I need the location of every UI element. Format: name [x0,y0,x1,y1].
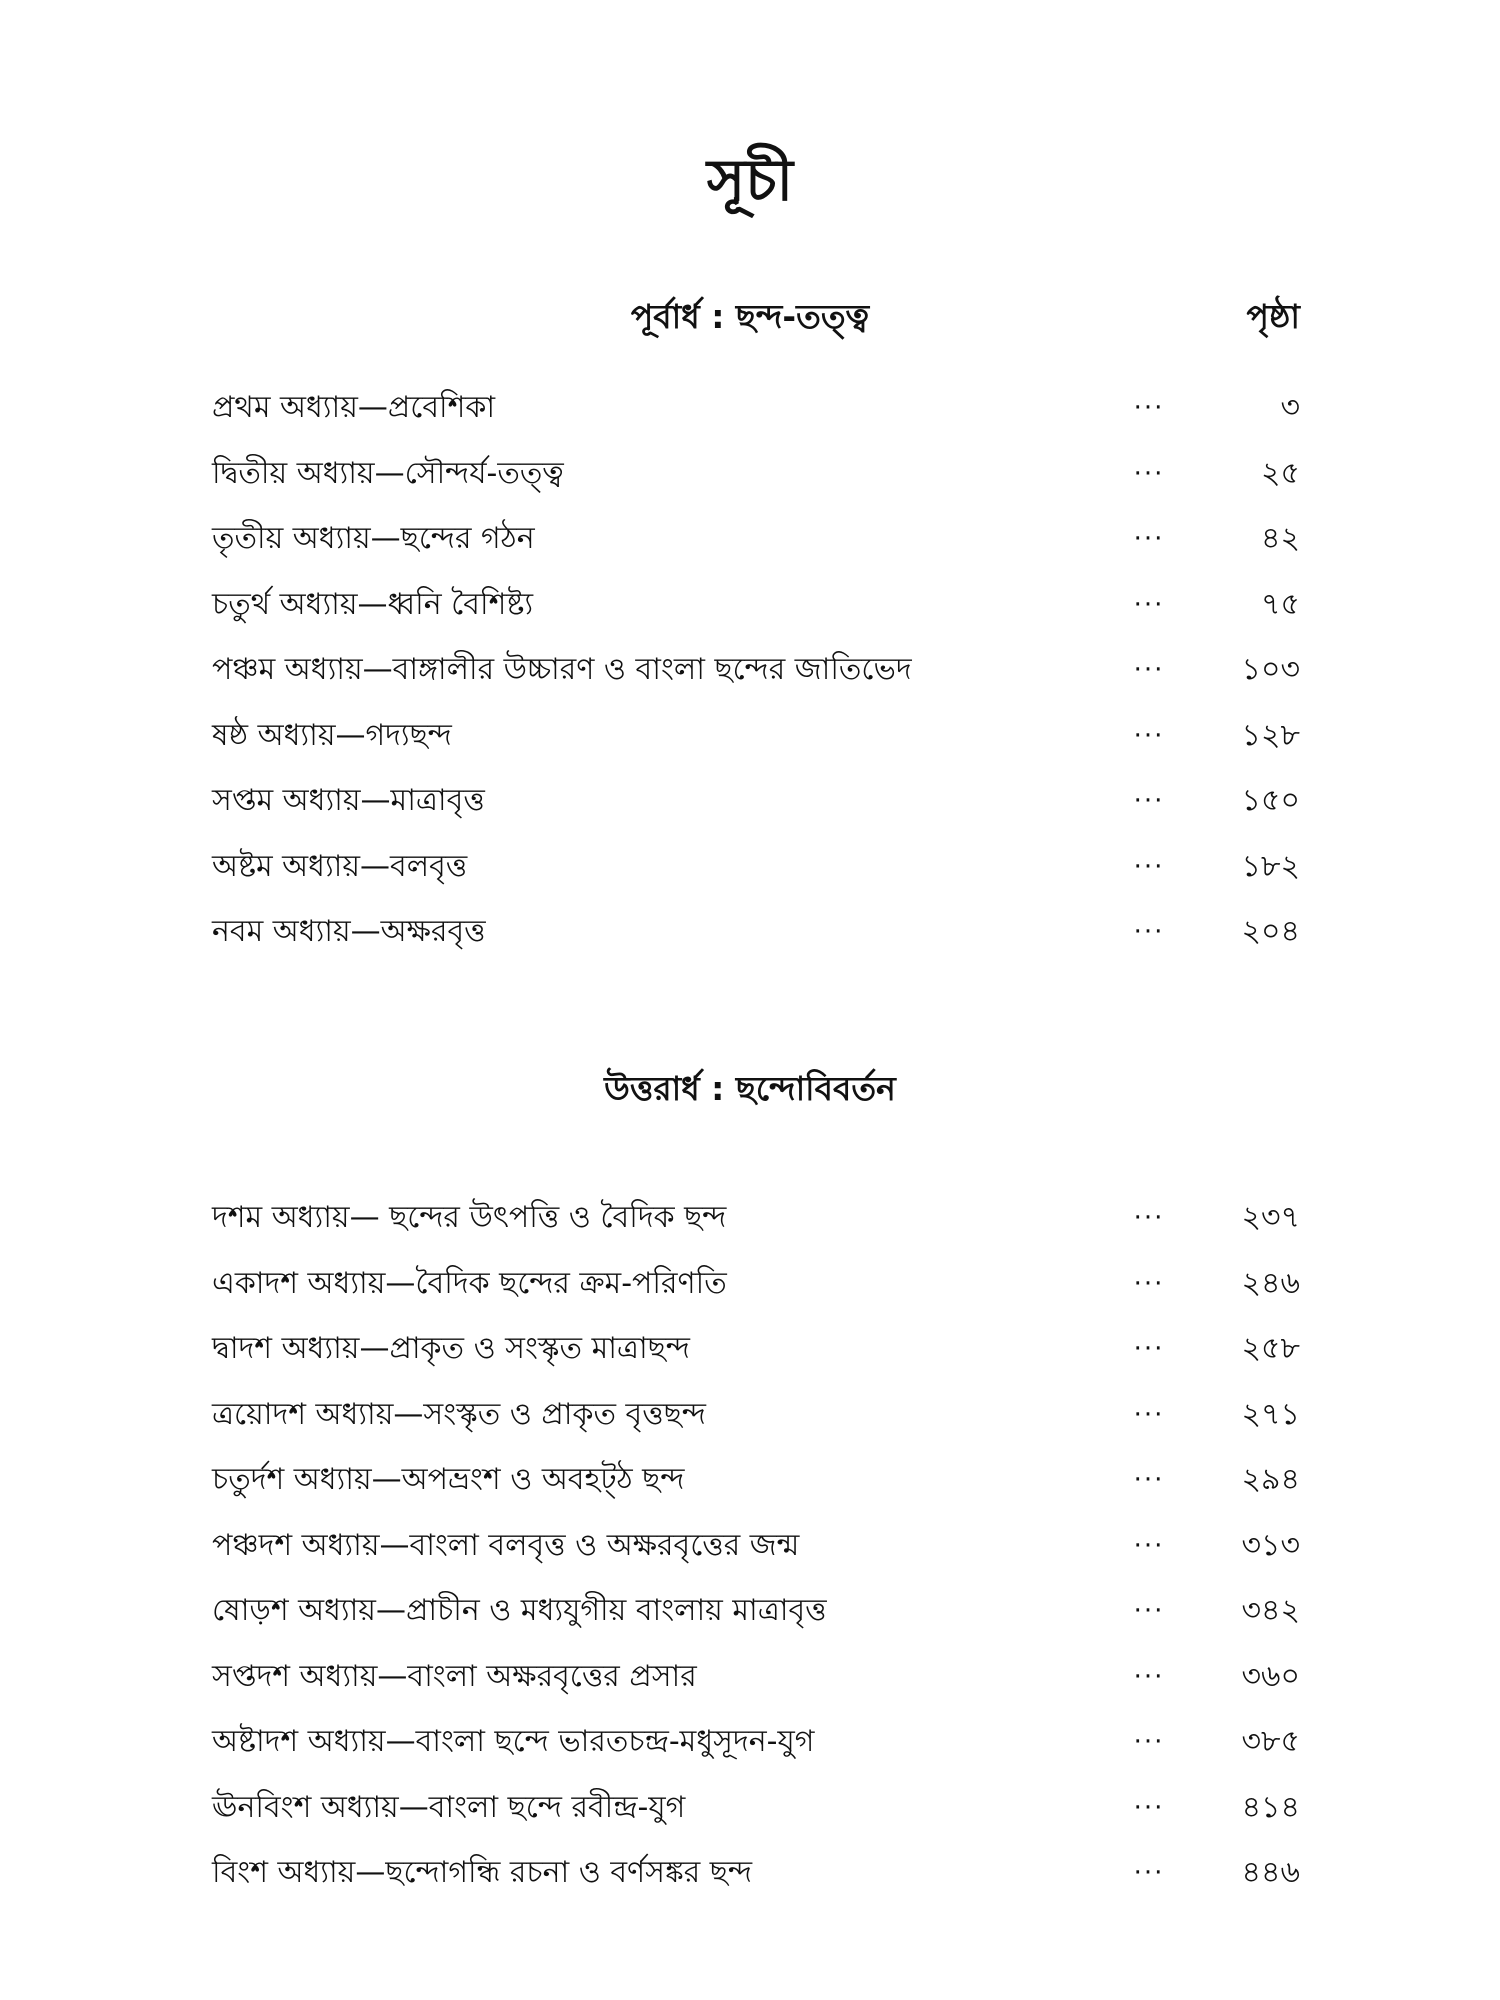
toc-entry-title: ষষ্ঠ অধ্যায়—গদ্যছন্দ [212,717,452,753]
toc-entry-leader: ··· [1133,1334,1165,1364]
toc-entry-leader: ··· [1133,917,1165,947]
toc-entry-leader: ··· [1133,1661,1165,1692]
page-title: সূচী [706,146,794,214]
toc-entry-page: ৪২ [1261,521,1300,556]
toc-entry-title: দ্বিতীয় অধ্যায়—সৌন্দর্য-তত্ত্ব [212,455,564,491]
toc-entry-page: ৭৫ [1261,586,1300,622]
toc-entry-leader: ··· [1133,524,1165,554]
toc-entry-leader: ··· [1133,1203,1165,1233]
toc-entry-leader: ··· [1133,1792,1165,1823]
toc-entry [212,1319,1300,1385]
toc-entry [212,378,1300,444]
toc-entry [212,575,1300,641]
toc-entry [212,706,1300,772]
toc-entry-page: ৩৮৫ [1241,1724,1300,1759]
toc-entry-leader: ··· [1133,851,1165,882]
toc-entry [212,1254,1300,1320]
toc-entry-title: সপ্তদশ অধ্যায়—বাংলা অক্ষরবৃত্তের প্রসার [212,1658,697,1694]
toc-entry-page: ২০৪ [1241,914,1300,949]
toc-entry-leader: ··· [1133,458,1165,489]
toc-entry-page: ৩৬০ [1241,1658,1300,1694]
toc-entry-title: ঊনবিংশ অধ্যায়—বাংলা ছন্দে রবীন্দ্র-যুগ [212,1789,686,1825]
toc-entry-page: ২৫৮ [1241,1331,1300,1366]
toc-entry-page: ১৫০ [1241,783,1300,818]
toc-entry [212,1581,1300,1647]
toc-entry-title: ত্রয়োদশ অধ্যায়—সংস্কৃত ও প্রাকৃত বৃত্তছন্দ [212,1396,706,1432]
toc-entry-title: চতুর্থ অধ্যায়—ধ্বনি বৈশিষ্ট্য [212,586,534,622]
toc-entry-title: প্রথম অধ্যায়—প্রবেশিকা [212,390,496,425]
toc-list-part2 [212,1188,1300,1909]
toc-entry-leader: ··· [1133,655,1165,685]
toc-entry-page: ৩ [1280,390,1300,425]
page-column-label: পৃষ্ঠা [1246,297,1300,336]
toc-entry [212,640,1300,706]
toc-entry-page: ১৮২ [1241,848,1300,884]
toc-entry-page: ৩১৩ [1241,1527,1300,1563]
toc-entry-title: ষোড়শ অধ্যায়—প্রাচীন ও মধ্যযুগীয় বাংলায় মাত্রাবৃত্ত [212,1593,827,1628]
toc-entry [212,1778,1300,1844]
toc-entry [212,1843,1300,1909]
toc-entry-page: ২৫ [1261,455,1300,491]
toc-entry-leader: ··· [1133,1268,1165,1299]
toc-entry [212,1450,1300,1516]
toc-entry [212,444,1300,510]
toc-entry [212,837,1300,903]
toc-entry-leader: ··· [1133,1465,1165,1495]
toc-entry [212,1188,1300,1254]
toc-entry-leader: ··· [1133,786,1165,816]
toc-entry-leader: ··· [1133,1530,1165,1561]
toc-entry-page: ২৩৭ [1241,1200,1300,1235]
toc-entry-page: ৪১৪ [1241,1789,1300,1825]
toc-list-part1 [212,378,1300,968]
toc-entry-title: সপ্তম অধ্যায়—মাত্রাবৃত্ত [212,783,485,818]
toc-entry-title: অষ্টম অধ্যায়—বলবৃত্ত [212,848,468,884]
toc-entry-title: চতুর্দশ অধ্যায়—অপভ্রংশ ও অবহট্‌ঠ ছন্দ [212,1462,685,1497]
toc-entry-leader: ··· [1133,589,1165,620]
toc-entry [212,1385,1300,1451]
toc-entry-page: ৩৪২ [1241,1593,1300,1628]
toc-entry-title: অষ্টাদশ অধ্যায়—বাংলা ছন্দে ভারতচন্দ্র-মধুসূদন-যুগ [212,1724,815,1759]
toc-entry-leader: ··· [1133,1596,1165,1626]
section-heading-part2: উত্তরার্ধ : ছন্দোবিবর্তন [604,1069,896,1108]
toc-entry-title: দ্বাদশ অধ্যায়—প্রাকৃত ও সংস্কৃত মাত্রাছন্দ [212,1331,690,1366]
toc-entry [212,1712,1300,1778]
toc-entry-page: ২৭১ [1241,1396,1300,1432]
toc-entry [212,771,1300,837]
toc-entry-title: বিংশ অধ্যায়—ছন্দোগন্ধি রচনা ও বর্ণসঙ্কর ছন্দ [212,1855,753,1890]
toc-entry-title: একাদশ অধ্যায়—বৈদিক ছন্দের ক্রম-পরিণতি [212,1265,727,1301]
toc-entry-page: ২৯৪ [1241,1462,1300,1497]
toc-entry-title: নবম অধ্যায়—অক্ষরবৃত্ত [212,914,486,949]
toc-entry [212,902,1300,968]
toc-entry-leader: ··· [1133,393,1165,423]
toc-entry [212,1516,1300,1582]
toc-entry [212,1647,1300,1713]
toc-entry-title: পঞ্চম অধ্যায়—বাঙ্গালীর উচ্চারণ ও বাংলা ছন্দের জাতিভেদ [212,652,912,687]
section-heading-part1: পূর্বার্ধ : ছন্দ-তত্ত্ব [630,297,870,336]
toc-entry-title: পঞ্চদশ অধ্যায়—বাংলা বলবৃত্ত ও অক্ষরবৃত্তের জন্ম [212,1527,800,1563]
toc-entry-leader: ··· [1133,720,1165,751]
toc-entry-leader: ··· [1133,1399,1165,1430]
toc-entry-title: তৃতীয় অধ্যায়—ছন্দের গঠন [212,521,535,556]
toc-entry-page: ১০৩ [1241,652,1300,687]
toc-entry-title: দশম অধ্যায়— ছন্দের উৎপত্তি ও বৈদিক ছন্দ [212,1200,727,1235]
toc-entry-page: ৪৪৬ [1241,1855,1300,1890]
toc-entry-leader: ··· [1133,1858,1165,1888]
toc-entry-leader: ··· [1133,1727,1165,1757]
toc-entry [212,509,1300,575]
toc-entry-page: ২৪৬ [1241,1265,1300,1301]
toc-entry-page: ১২৮ [1241,717,1300,753]
